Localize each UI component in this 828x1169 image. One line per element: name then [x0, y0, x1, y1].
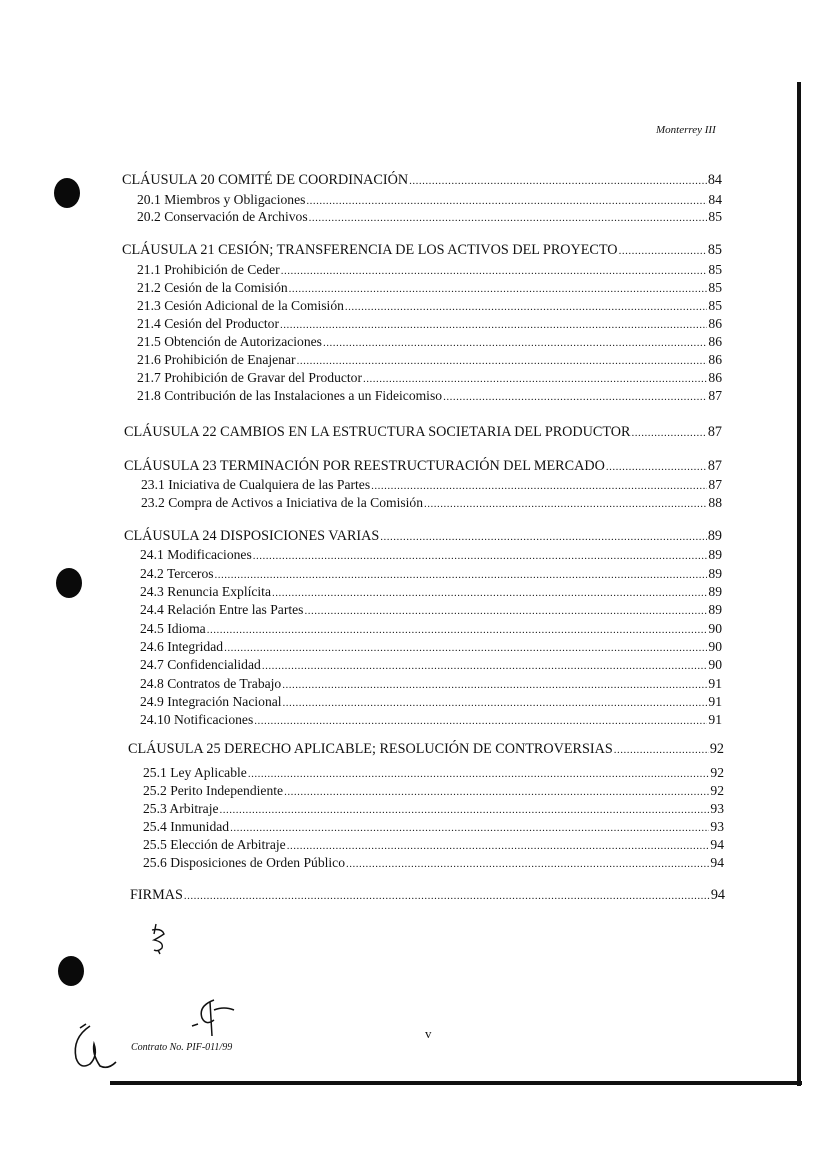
toc-entry	[124, 528, 722, 545]
toc-entry-label: 24.8 Contratos de Trabajo	[140, 676, 282, 691]
toc-entry-label: FIRMAS	[130, 887, 183, 903]
toc-entry	[143, 819, 724, 836]
punch-hole-middle	[56, 568, 82, 598]
toc-entry	[130, 887, 725, 904]
toc-entry-page: 94	[710, 887, 725, 903]
toc-entry-label: CLÁUSULA 22 CAMBIOS EN LA ESTRUCTURA SOCIETARIA DEL PRODUCTOR	[124, 424, 631, 440]
running-header: Monterrey III	[656, 124, 716, 136]
toc-entry	[143, 837, 724, 854]
toc-entry-label: 20.1 Miembros y Obligaciones	[137, 192, 306, 207]
toc-entry	[140, 657, 722, 674]
leader-dots	[424, 496, 707, 512]
leader-dots	[306, 193, 707, 209]
leader-dots	[254, 713, 707, 729]
leader-dots	[215, 567, 708, 583]
toc-entry-page: 93	[710, 801, 724, 816]
leader-dots	[283, 695, 708, 711]
leader-dots	[280, 317, 707, 333]
toc-entry	[140, 712, 722, 729]
toc-entry-page: 85	[707, 242, 722, 258]
toc-entry-page: 87	[708, 477, 722, 492]
page-number: v	[425, 1026, 432, 1041]
toc-entry	[140, 676, 722, 693]
toc-entry-label: 21.2 Cesión de la Comisión	[137, 280, 288, 295]
toc-entry-label: 21.6 Prohibición de Enajenar	[137, 352, 296, 367]
leader-dots	[282, 677, 707, 693]
toc-entry	[141, 477, 722, 494]
toc-entry-page: 90	[708, 657, 722, 672]
toc-entry-label: 21.3 Cesión Adicional de la Comisión	[137, 298, 344, 313]
toc-entry-page: 85	[708, 280, 722, 295]
toc-entry	[141, 495, 722, 512]
toc-entry-page: 86	[708, 334, 722, 349]
toc-entry-label: 24.6 Integridad	[140, 639, 224, 654]
toc-entry	[143, 783, 724, 800]
leader-dots	[345, 299, 707, 315]
leader-dots	[284, 784, 709, 800]
toc-entry-page: 90	[708, 621, 722, 636]
toc-entry	[137, 209, 722, 226]
toc-entry-page: 91	[708, 694, 722, 709]
toc-entry-label: 24.7 Confidencialidad	[140, 657, 261, 672]
leader-dots	[614, 742, 709, 758]
toc-entry	[124, 458, 722, 475]
toc-entry-label: 25.1 Ley Aplicable	[143, 765, 247, 780]
toc-entry	[137, 280, 722, 297]
toc-entry-page: 94	[710, 837, 724, 852]
toc-entry	[124, 424, 722, 441]
toc-entry-label: 21.1 Prohibición de Ceder	[137, 262, 280, 277]
toc-entry-label: 25.4 Inmunidad	[143, 819, 230, 834]
toc-entry-label: 21.8 Contribución de las Instalaciones a un Fideicomiso	[137, 388, 443, 403]
toc-entry-page: 92	[709, 741, 724, 757]
toc-entry-label: 25.3 Arbitraje	[143, 801, 219, 816]
toc-entry-label: 25.2 Perito Independiente	[143, 783, 284, 798]
toc-entry	[140, 621, 722, 638]
toc-entry-page: 85	[708, 209, 722, 224]
toc-entry-label: CLÁUSULA 21 CESIÓN; TRANSFERENCIA DE LOS ACTIVOS DEL PROYECTO	[122, 242, 618, 258]
toc-entry	[140, 639, 722, 656]
toc-entry-label: 21.7 Prohibición de Gravar del Productor	[137, 370, 363, 385]
toc-entry	[137, 370, 722, 387]
toc-entry-label: 24.2 Terceros	[140, 566, 214, 581]
toc-entry-label: 23.1 Iniciativa de Cualquiera de las Partes	[141, 477, 371, 492]
leader-dots	[287, 838, 710, 854]
toc-entry-page: 86	[708, 316, 722, 331]
toc-entry-page: 89	[707, 528, 722, 544]
toc-entry	[140, 584, 722, 601]
handwritten-signature-left	[68, 1018, 128, 1074]
toc-entry	[140, 547, 722, 564]
toc-entry-label: 24.9 Integración Nacional	[140, 694, 282, 709]
toc-entry-label: 24.3 Renuncia Explícita	[140, 584, 271, 599]
leader-dots	[346, 856, 709, 872]
toc-entry-page: 84	[708, 192, 722, 207]
leader-dots	[606, 459, 707, 475]
leader-dots	[443, 389, 707, 405]
leader-dots	[248, 766, 710, 782]
toc-entry	[137, 334, 722, 351]
toc-entry	[140, 566, 722, 583]
toc-entry	[143, 801, 724, 818]
toc-entry	[137, 298, 722, 315]
toc-entry-page: 87	[707, 424, 722, 440]
toc-entry-label: 25.5 Elección de Arbitraje	[143, 837, 286, 852]
toc-entry-page: 87	[708, 388, 722, 403]
toc-entry	[140, 602, 722, 619]
toc-entry-label: 25.6 Disposiciones de Orden Público	[143, 855, 345, 870]
leader-dots	[224, 640, 707, 656]
toc-entry-page: 89	[708, 547, 722, 562]
toc-entry	[137, 316, 722, 333]
leader-dots	[380, 529, 707, 545]
toc-entry	[128, 741, 724, 758]
toc-entry-page: 89	[708, 584, 722, 599]
leader-dots	[632, 425, 707, 441]
toc-entry-page: 94	[710, 855, 724, 870]
toc-entry-label: CLÁUSULA 24 DISPOSICIONES VARIAS	[124, 528, 380, 544]
toc-entry-page: 85	[708, 262, 722, 277]
leader-dots	[262, 658, 708, 674]
toc-entry-label: 24.1 Modificaciones	[140, 547, 252, 562]
toc-entry-label: 20.2 Conservación de Archivos	[137, 209, 308, 224]
leader-dots	[230, 820, 709, 836]
leader-dots	[323, 335, 707, 351]
toc-entry-page: 92	[710, 783, 724, 798]
toc-entry-label: 21.5 Obtención de Autorizaciones	[137, 334, 322, 349]
toc-entry-page: 92	[710, 765, 724, 780]
handwritten-signature-top	[184, 996, 238, 1038]
toc-entry-page: 90	[708, 639, 722, 654]
leader-dots	[363, 371, 707, 387]
toc-entry-label: CLÁUSULA 25 DERECHO APLICABLE; RESOLUCIÓN DE CONTROVERSIAS	[128, 741, 613, 757]
toc-entry	[137, 192, 722, 209]
toc-entry-page: 84	[707, 172, 722, 188]
toc-entry	[122, 242, 722, 259]
toc-entry-label: 24.10 Notificaciones	[140, 712, 254, 727]
punch-hole-bottom	[58, 956, 84, 986]
toc-entry-page: 86	[708, 370, 722, 385]
leader-dots	[253, 548, 708, 564]
leader-dots	[619, 243, 707, 259]
toc-entry-page: 93	[710, 819, 724, 834]
leader-dots	[371, 478, 707, 494]
leader-dots	[409, 173, 707, 189]
leader-dots	[309, 210, 708, 226]
leader-dots	[281, 263, 708, 279]
contract-number: Contrato No. PIF-011/99	[131, 1042, 233, 1053]
toc-entry	[140, 694, 722, 711]
toc-entry-page: 88	[708, 495, 722, 510]
toc-entry-label: CLÁUSULA 20 COMITÉ DE COORDINACIÓN	[122, 172, 409, 188]
scan-border-bottom	[110, 1081, 802, 1085]
toc-entry-label: 21.4 Cesión del Productor	[137, 316, 279, 331]
toc-entry-page: 91	[708, 712, 722, 727]
toc-entry-label: 24.4 Relación Entre las Partes	[140, 602, 304, 617]
toc-entry-page: 87	[707, 458, 722, 474]
toc-entry-label: 24.5 Idioma	[140, 621, 206, 636]
toc-entry	[137, 388, 722, 405]
leader-dots	[272, 585, 707, 601]
leader-dots	[304, 603, 707, 619]
toc-entry-label: 23.2 Compra de Activos a Iniciativa de la Comisión	[141, 495, 424, 510]
toc-entry	[143, 855, 724, 872]
toc-entry-label: CLÁUSULA 23 TERMINACIÓN POR REESTRUCTURACIÓN DEL MERCADO	[124, 458, 605, 474]
leader-dots	[207, 622, 708, 638]
toc-entry-page: 91	[708, 676, 722, 691]
leader-dots	[220, 802, 710, 818]
toc-entry-page: 86	[708, 352, 722, 367]
toc-entry	[137, 262, 722, 279]
toc-entry-page: 89	[708, 566, 722, 581]
toc-entry-page: 85	[708, 298, 722, 313]
scan-border-right	[797, 82, 801, 1086]
leader-dots	[184, 888, 710, 904]
leader-dots	[289, 281, 708, 297]
toc-entry-page: 89	[708, 602, 722, 617]
handwritten-initial-mark	[146, 920, 174, 956]
toc-entry	[137, 352, 722, 369]
leader-dots	[297, 353, 708, 369]
toc-entry	[122, 172, 722, 189]
toc-entry	[143, 765, 724, 782]
punch-hole-top	[54, 178, 80, 208]
